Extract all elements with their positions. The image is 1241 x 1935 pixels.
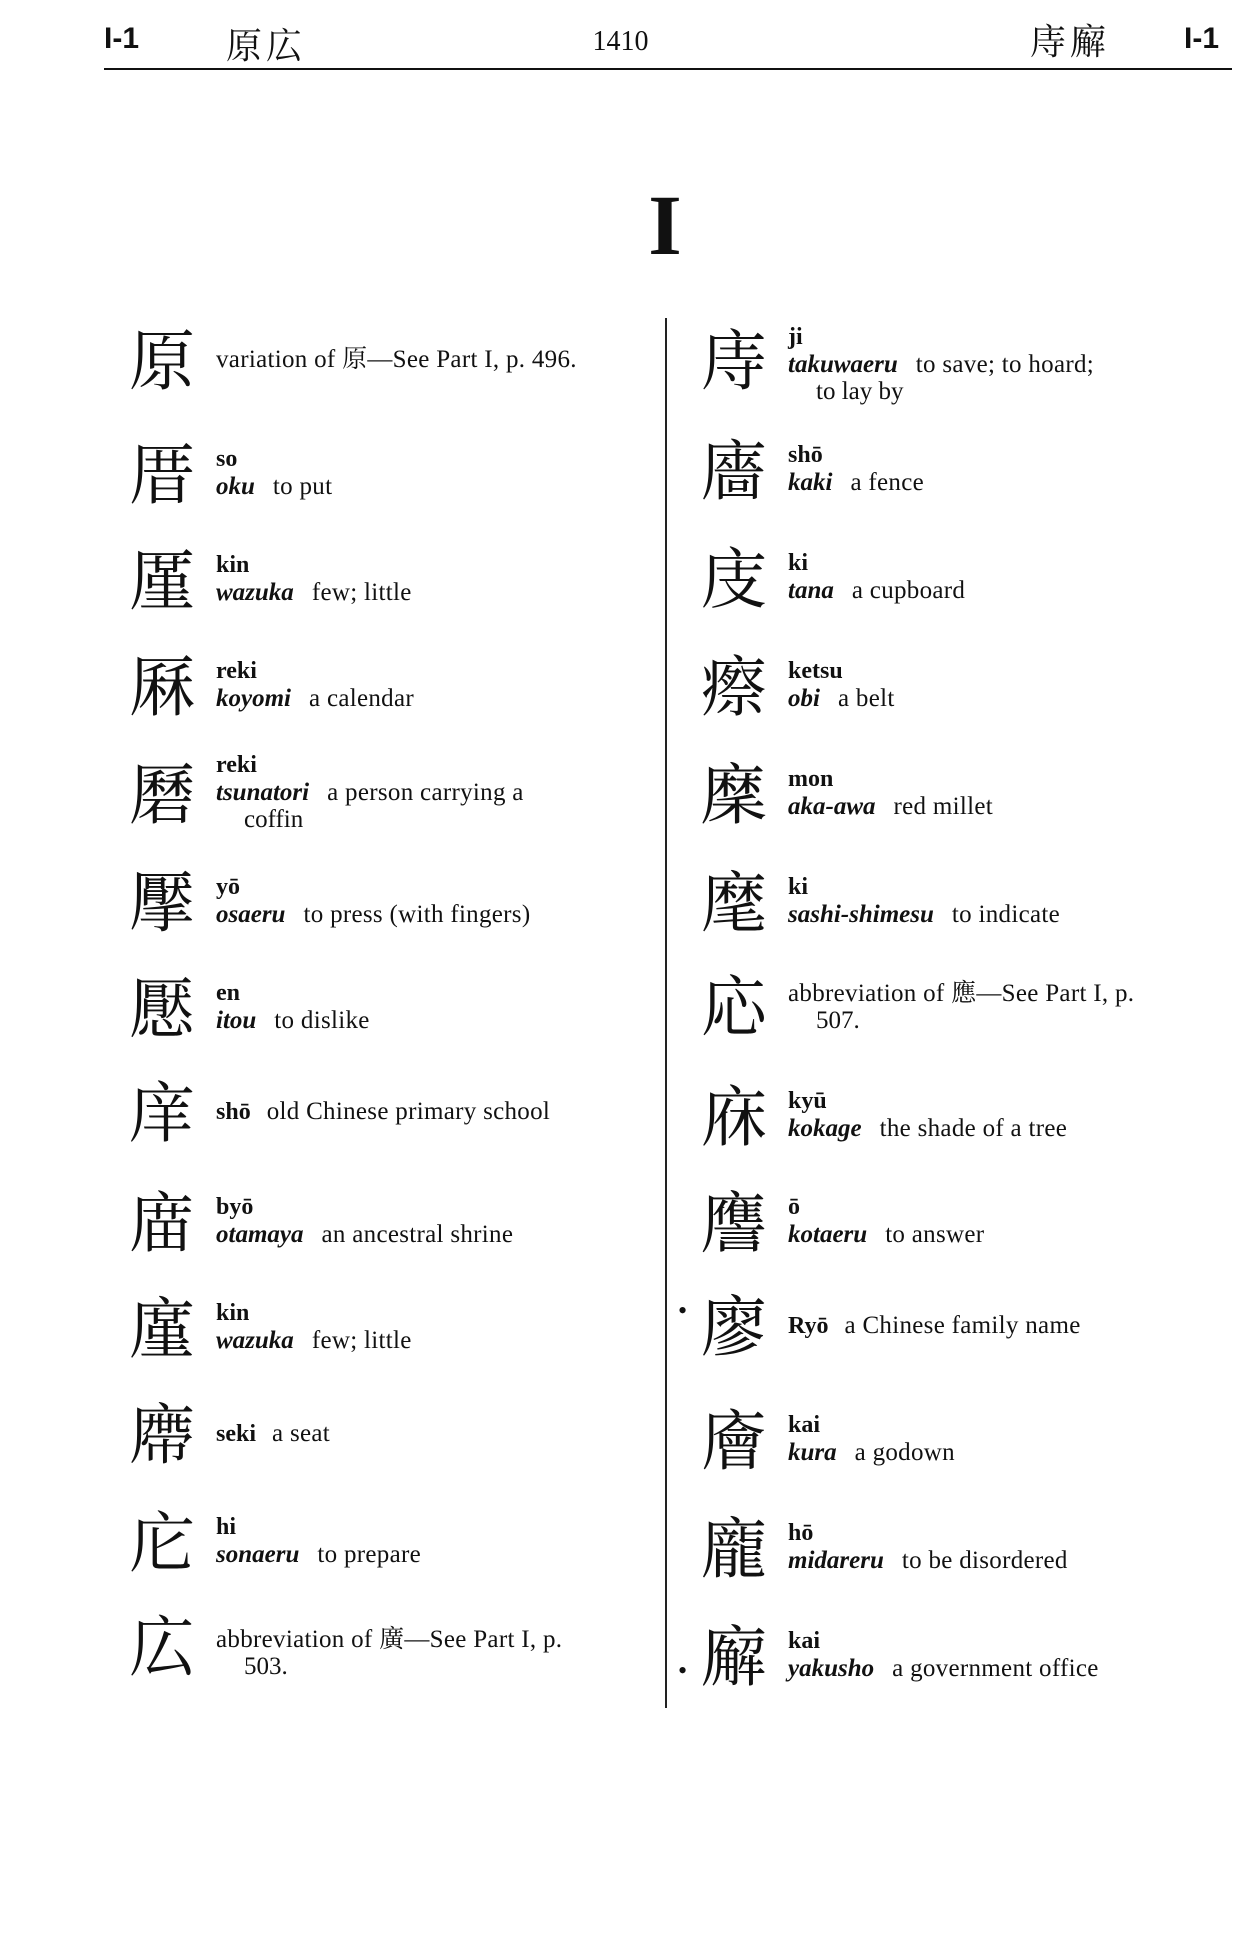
entry-kanji: 瘵: [701, 649, 767, 726]
entry-body: [216, 1420, 650, 1448]
entry-kanji: 廧: [701, 433, 767, 510]
entry-kanji: 庥: [701, 1079, 767, 1156]
section-code-left: I-1: [104, 22, 140, 55]
entry-continuation: coffin: [244, 806, 304, 833]
entry-word: kotaeru: [788, 1221, 868, 1248]
entry-body: [788, 1628, 1237, 1682]
entry-word: kura: [788, 1439, 837, 1466]
entry-reading: Ryō: [788, 1313, 829, 1339]
entry-kanji: 廖: [701, 1289, 767, 1366]
guide-kanji-left: 原広: [226, 26, 307, 66]
entry-kanji: 庋: [701, 541, 767, 618]
entry-body: [788, 980, 1237, 1034]
entry-reading: shō: [788, 442, 823, 468]
entry-body: [216, 1300, 650, 1354]
entry-body: [788, 874, 1237, 928]
page-number: 1410: [592, 26, 649, 57]
entry-definition: to save; to hoard;: [915, 351, 1095, 378]
entry-word: koyomi: [216, 685, 291, 712]
entry-kanji: 廗: [129, 1397, 195, 1474]
entry-word: tsunatori: [216, 779, 310, 806]
entry-reading: ji: [788, 324, 803, 350]
entry-reading: reki: [216, 658, 257, 684]
entry-bullet: •: [678, 1296, 688, 1325]
guide-kanji-right: 庤廨: [1030, 22, 1111, 62]
entry-body: [216, 552, 650, 606]
entry-continuation: 507.: [816, 1007, 860, 1034]
entry-text: abbreviation of 廣—See Part I, p.: [216, 1626, 563, 1653]
entry-definition: few; little: [311, 1327, 412, 1354]
entry-reading: shō: [216, 1099, 251, 1125]
entry-body: [216, 752, 650, 833]
entry-definition: to dislike: [274, 1007, 370, 1034]
entry-word: wazuka: [216, 1327, 294, 1354]
entry-reading: ki: [788, 550, 809, 576]
entry-reading: kai: [788, 1628, 821, 1654]
entry-continuation: to lay by: [816, 378, 904, 405]
entry-reading: seki: [216, 1421, 257, 1447]
entry-kanji: 応: [701, 969, 767, 1046]
entry-kanji: 厪: [129, 543, 195, 620]
entry-body: [216, 658, 650, 712]
entry-definition: the shade of a tree: [879, 1115, 1068, 1142]
entry-body: [216, 1098, 650, 1126]
entry-word: otamaya: [216, 1221, 304, 1248]
entry-kanji: 麾: [701, 865, 767, 942]
entry-definition: to answer: [885, 1221, 985, 1248]
entry-word: takuwaeru: [788, 351, 898, 378]
entry-kanji: 龐: [701, 1511, 767, 1588]
entry-reading: mon: [788, 766, 834, 792]
entry-word: osaeru: [216, 901, 286, 928]
entry-word: wazuka: [216, 579, 294, 606]
entry-kanji: 譍: [701, 1185, 767, 1262]
entry-kanji: 廥: [701, 1403, 767, 1480]
entry-definition: to indicate: [951, 901, 1061, 928]
entry-bullet: •: [678, 1656, 688, 1685]
entry-definition: to be disordered: [901, 1547, 1068, 1574]
entry-kanji: 広: [129, 1609, 195, 1686]
entry-body: [788, 1312, 1237, 1340]
entry-reading: en: [216, 980, 240, 1006]
entry-text: variation of 原—See Part I, p. 496.: [216, 346, 577, 373]
entry-word: tana: [788, 577, 834, 604]
header-rule: [104, 68, 1232, 70]
column-divider: [665, 318, 667, 1708]
entry-word: obi: [788, 685, 820, 712]
entry-reading: kyū: [788, 1088, 827, 1114]
entry-word: sashi-shimesu: [788, 901, 934, 928]
entry-word: kokage: [788, 1115, 862, 1142]
entry-kanji: 庀: [129, 1505, 195, 1582]
entry-reading: kin: [216, 552, 250, 578]
entry-body: [216, 874, 650, 928]
entry-kanji: 庠: [129, 1075, 195, 1152]
entry-body: [216, 980, 650, 1034]
entry-definition: to put: [272, 473, 333, 500]
entry-body: [788, 658, 1237, 712]
entry-body: [216, 346, 650, 373]
entry-kanji: 擪: [129, 865, 195, 942]
entry-word: sonaeru: [216, 1541, 300, 1568]
entry-kanji: 原: [129, 323, 195, 400]
entry-kanji: 穈: [701, 757, 767, 834]
entry-body: [788, 324, 1237, 405]
entry-kanji: 懕: [129, 971, 195, 1048]
entry-definition: an ancestral shrine: [321, 1221, 514, 1248]
entry-definition: a seat: [272, 1420, 331, 1447]
entry-word: oku: [216, 473, 255, 500]
section-letter: I: [648, 177, 682, 273]
entry-definition: few; little: [311, 579, 412, 606]
entry-body: [788, 550, 1237, 604]
entry-body: [788, 1520, 1237, 1574]
entry-kanji: 廑: [129, 1291, 195, 1368]
entry-definition: a Chinese family name: [844, 1312, 1081, 1339]
entry-reading: yō: [216, 874, 240, 900]
entry-reading: ō: [788, 1194, 800, 1220]
entry-definition: a person carrying a: [327, 779, 524, 806]
entry-reading: reki: [216, 752, 257, 778]
entry-definition: a fence: [850, 469, 925, 496]
entry-kanji: 厤: [129, 649, 195, 726]
entry-word: itou: [216, 1007, 257, 1034]
entry-word: midareru: [788, 1547, 884, 1574]
entry-definition: red millet: [893, 793, 993, 820]
entry-definition: a godown: [854, 1439, 955, 1466]
entry-body: [788, 1194, 1237, 1248]
entry-definition: a calendar: [309, 685, 415, 712]
entry-reading: hi: [216, 1514, 237, 1540]
entry-text: abbreviation of 應—See Part I, p.: [788, 980, 1135, 1007]
entry-word: kaki: [788, 469, 833, 496]
entry-kanji: 厝: [129, 437, 195, 514]
entry-reading: ketsu: [788, 658, 843, 684]
entry-body: [788, 766, 1237, 820]
entry-body: [216, 1514, 650, 1568]
entry-reading: so: [216, 446, 238, 472]
entry-continuation: 503.: [244, 1653, 288, 1680]
entry-reading: hō: [788, 1520, 814, 1546]
entry-reading: byō: [216, 1194, 254, 1220]
entry-body: [216, 446, 650, 500]
entry-definition: a government office: [892, 1655, 1099, 1682]
entry-definition: to prepare: [317, 1541, 422, 1568]
entry-kanji: 庿: [129, 1185, 195, 1262]
section-code-right: I-1: [1184, 22, 1220, 55]
entry-body: [216, 1626, 650, 1680]
entry-body: [788, 1412, 1237, 1466]
entry-definition: a belt: [837, 685, 895, 712]
entry-body: [788, 1088, 1237, 1142]
entry-definition: old Chinese primary school: [266, 1098, 551, 1125]
entry-reading: kai: [788, 1412, 821, 1438]
entry-body: [216, 1194, 650, 1248]
entry-definition: a cupboard: [851, 577, 966, 604]
entry-body: [788, 442, 1237, 496]
entry-word: yakusho: [788, 1655, 875, 1682]
entry-word: aka-awa: [788, 793, 876, 820]
entry-kanji: 磿: [129, 757, 195, 834]
entry-reading: ki: [788, 874, 809, 900]
entry-definition: to press (with fingers): [303, 901, 531, 928]
entry-kanji: 廨: [701, 1619, 767, 1696]
entry-reading: kin: [216, 1300, 250, 1326]
entry-kanji: 庤: [701, 323, 767, 400]
